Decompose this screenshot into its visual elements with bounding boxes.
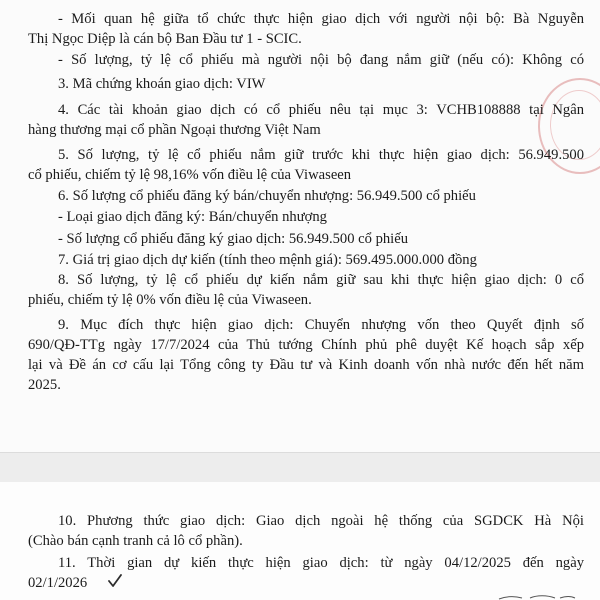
transaction-type-line: - Loại giao dịch đăng ký: Bán/chuyển nhượng: [58, 209, 327, 225]
purpose-line-3: lại và Đề án cơ cấu lại Tổng công ty Đầu tư và Kinh doanh vốn nhà nước đến hết năm: [28, 357, 584, 373]
accounts-line-2: hàng thương mại cổ phần Ngoại thương Việt Nam: [28, 122, 321, 138]
purpose-line-1: 9. Mục đích thực hiện giao dịch: Chuyển nhượng vốn theo Quyết định số: [58, 317, 584, 333]
purpose-line-2: 690/QĐ-TTg ngày 17/7/2024 của Thủ tướng Chính phủ phê duyệt Kế hoạch sắp xếp: [28, 337, 584, 353]
handwritten-check-icon: [108, 574, 122, 588]
before-holding-line-1: 5. Số lượng, tỷ lệ cổ phiếu nắm giữ trước khi thực hiện giao dịch: 56.949.500: [58, 147, 584, 163]
insider-holding-line: - Số lượng, tỷ lệ cổ phiếu mà người nội bộ đang nắm giữ (nếu có): Không có: [58, 52, 584, 68]
accounts-line-1: 4. Các tài khoản giao dịch có cổ phiếu nêu tại mục 3: VCHB108888 tại Ngân: [58, 102, 584, 118]
relationship-line-1: - Mối quan hệ giữa tổ chức thực hiện giao dịch với người nội bộ: Bà Nguyễn: [58, 11, 584, 27]
registered-volume-line: - Số lượng cổ phiếu đăng ký giao dịch: 56.949.500 cổ phiếu: [58, 231, 409, 247]
bottom-ink-marks: [497, 594, 577, 600]
stock-code-line: 3. Mã chứng khoán giao dịch: VIW: [58, 76, 266, 92]
transaction-value-line: 7. Giá trị giao dịch dự kiến (tính theo mệnh giá): 569.495.000.000 đồng: [58, 252, 477, 268]
purpose-line-4: 2025.: [28, 377, 61, 393]
registered-sell-line: 6. Số lượng cổ phiếu đăng ký bán/chuyển nhượng: 56.949.500 cổ phiếu: [58, 188, 476, 204]
after-holding-line-2: phiếu, chiếm tỷ lệ 0% vốn điều lệ của Viwaseen.: [28, 292, 312, 308]
after-holding-line-1: 8. Số lượng, tỷ lệ cổ phiếu dự kiến nắm giữ sau khi thực hiện giao dịch: 0 cổ: [58, 272, 584, 288]
page-break: [0, 452, 600, 484]
expected-time-line-2: 02/1/2026: [28, 575, 88, 591]
relationship-line-2: Thị Ngọc Diệp là cán bộ Ban Đầu tư 1 - SCIC.: [28, 31, 302, 47]
before-holding-line-2: cổ phiếu, chiếm tỷ lệ 98,16% vốn điều lệ của Viwaseen: [28, 167, 352, 183]
expected-time-line-1: 11. Thời gian dự kiến thực hiện giao dịch: từ ngày 04/12/2025 đến ngày: [58, 555, 584, 571]
method-line-2: (Chào bán cạnh tranh cả lô cổ phần).: [28, 533, 243, 549]
method-line-1: 10. Phương thức giao dịch: Giao dịch ngoài hệ thống của SGDCK Hà Nội: [58, 513, 584, 529]
